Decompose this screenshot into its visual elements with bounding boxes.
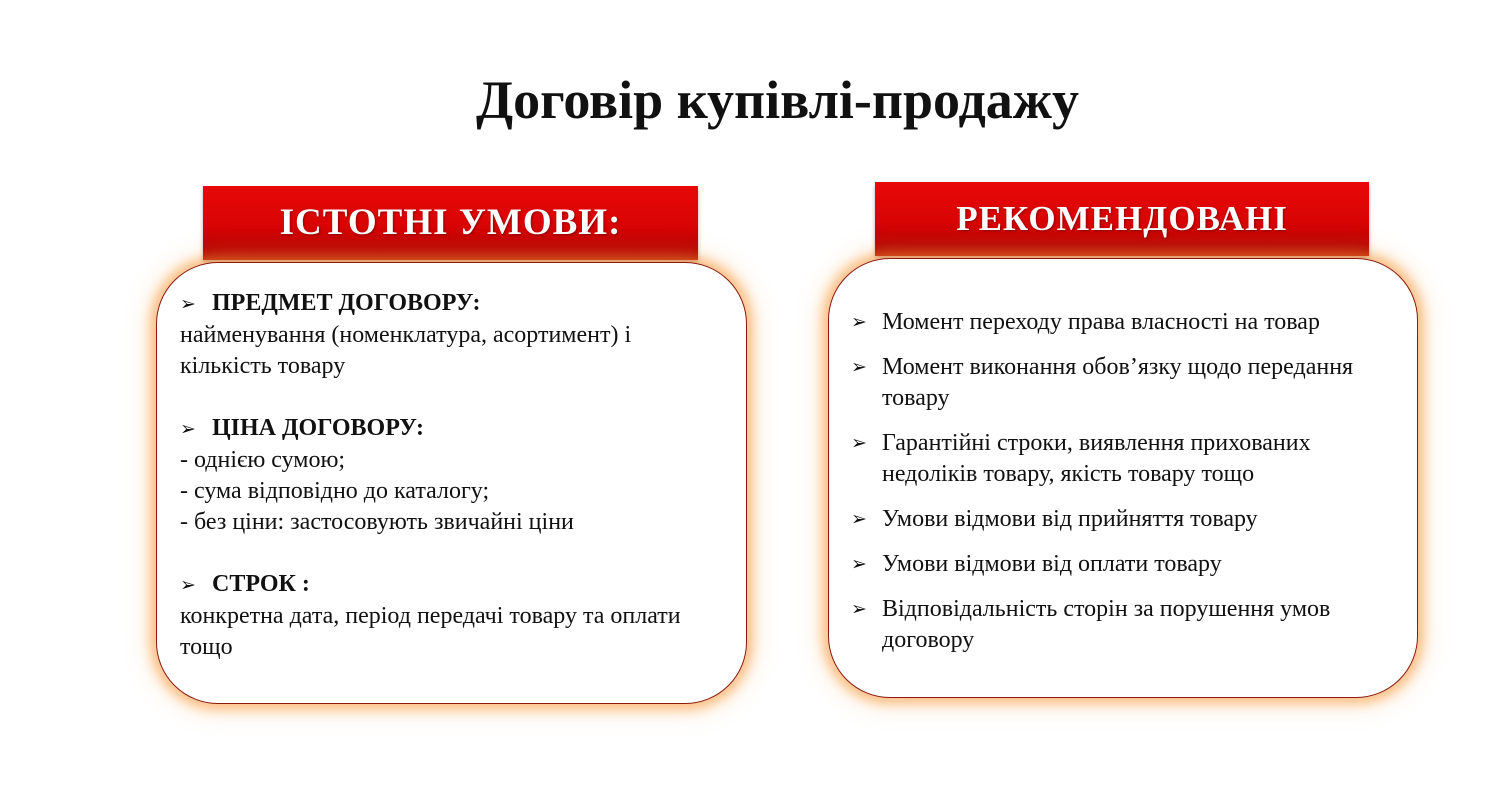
list-item <box>851 428 1407 490</box>
arrow-bullet-icon: ➢ <box>851 598 867 620</box>
recommended-terms-list <box>851 307 1407 670</box>
list-item <box>851 549 1407 580</box>
arrow-bullet-icon: ➢ <box>180 418 196 440</box>
list-item-line: Відповідальність сторін за порушення умов <box>882 596 1331 622</box>
section-heading: СТРОК : <box>212 571 310 597</box>
list-item <box>851 504 1407 535</box>
section-line: - без ціни: застосовують звичайні ціни <box>180 509 574 535</box>
list-item-line: товару <box>882 385 950 411</box>
arrow-bullet-icon: ➢ <box>851 356 867 378</box>
section-term <box>180 569 736 663</box>
list-item-line: договору <box>882 627 975 653</box>
section-line: кількість товару <box>180 353 346 379</box>
list-item-line: недоліків товару, якість товару тощо <box>882 461 1255 487</box>
list-item-line: Умови відмови від оплати товару <box>882 551 1222 577</box>
arrow-bullet-icon: ➢ <box>851 553 867 575</box>
section-line: тощо <box>180 634 233 660</box>
essential-terms-content <box>180 288 736 694</box>
list-item <box>851 352 1407 414</box>
list-item <box>851 307 1407 338</box>
section-heading: ПРЕДМЕТ ДОГОВОРУ: <box>212 290 481 316</box>
arrow-bullet-icon: ➢ <box>180 293 196 315</box>
list-item-line: Умови відмови від прийняття товару <box>882 506 1258 532</box>
section-line: найменування (номенклатура, асортимент) і <box>180 322 632 348</box>
slide-title: Договір купівлі-продажу <box>476 70 1079 130</box>
recommended-terms-header: РЕКОМЕНДОВАНІ <box>875 182 1369 256</box>
arrow-bullet-icon: ➢ <box>851 432 867 454</box>
list-item-line: Момент переходу права власності на товар <box>882 309 1320 335</box>
section-subject <box>180 288 736 382</box>
arrow-bullet-icon: ➢ <box>851 311 867 333</box>
arrow-bullet-icon: ➢ <box>851 508 867 530</box>
section-line: - однією сумою; <box>180 447 346 473</box>
section-line: конкретна дата, період передачі товару та оплати <box>180 603 681 629</box>
section-heading: ЦІНА ДОГОВОРУ: <box>212 415 424 441</box>
section-line: - сума відповідно до каталогу; <box>180 478 490 504</box>
arrow-bullet-icon: ➢ <box>180 574 196 596</box>
section-price <box>180 413 736 538</box>
list-item-line: Гарантійні строки, виявлення прихованих <box>882 430 1311 456</box>
list-item <box>851 594 1407 656</box>
essential-terms-header: ІСТОТНІ УМОВИ: <box>203 186 698 260</box>
list-item-line: Момент виконання обов’язку щодо передання <box>882 354 1354 380</box>
